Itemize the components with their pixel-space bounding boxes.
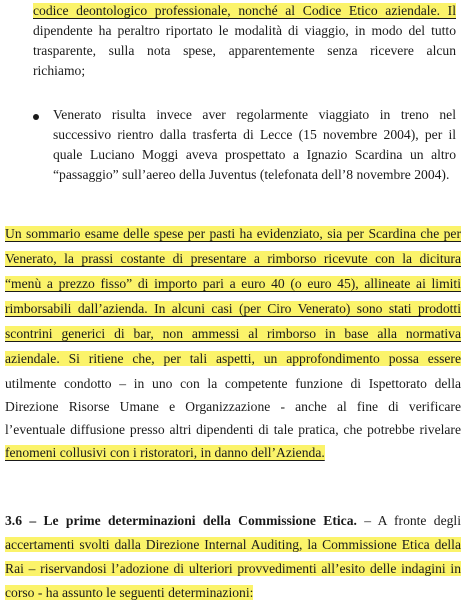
paragraph-2-line-6: aziendale. Si ritiene che, per tali aspetti, un approfondimento possa essere — [5, 351, 461, 366]
bullet-line-4: “passaggio” sull’aereo della Juventus (telefonata dell’8 novembre 2004). — [53, 167, 450, 182]
paragraph-1-line-2: dipendente ha peraltro riportato le modalità di viaggio, in modo del tutto — [33, 23, 456, 38]
section-heading: 3.6 – Le prime determinazioni della Commissione Etica. — [5, 513, 357, 528]
bullet-line-1: Venerato risulta invece aver regolarmente viaggiato in treno nel — [53, 107, 456, 122]
paragraph-2-line-1: Un sommario esame delle spese per pasti ha evidenziato, sia per Scardina che per — [5, 226, 461, 241]
section-3-6-line-3: Rai – riservandosi l’adozione di ulteriori provvedimenti all’esito delle indagini in — [5, 561, 461, 576]
paragraph-2-line-7: utilmente condotto – in uno con la competente funzione di Ispettorato della — [5, 376, 461, 391]
paragraph-1-line-4: richiamo; — [33, 63, 86, 78]
bullet-dot-icon — [33, 114, 39, 120]
paragraph-2-line-4: rimborsabili dall’azienda. In alcuni casi (per Ciro Venerato) sono stati prodotti — [5, 301, 461, 316]
paragraph-1-line-1: codice deontologico professionale, nonché al Codice Etico aziendale. Il — [33, 3, 456, 18]
paragraph-2-line-9: l’eventuale diffusione presso altri dipendenti di tale pratica, che potrebbe rivelare — [5, 422, 461, 437]
paragraph-2-line-8: Direzione Risorse Umane e Organizzazione - anche al fine di verificare — [5, 399, 461, 414]
bullet-line-2: successivo rientro dalla trasferta di Lecce (15 novembre 2004), per il — [53, 127, 456, 142]
section-3-6-line-2: accertamenti svolti dalla Direzione Internal Auditing, la Commissione Etica della — [5, 537, 461, 552]
section-3-6-line-4: corso - ha assunto le seguenti determinazioni: — [5, 585, 254, 600]
paragraph-2-line-3: “menù a prezzo fisso” di importo pari a euro 40 (o euro 45), allineate ai limiti — [5, 276, 461, 291]
paragraph-2-line-5: scontrini generici di bar, non ammessi al rimborso in base alla normativa — [5, 326, 461, 341]
paragraph-2-line-10: fenomeni collusivi con i ristoratori, in danno dell’Azienda. — [5, 445, 325, 460]
paragraph-1-line-3: trasparente, sulla nota spese, apparentemente senza ricevere alcun — [33, 43, 456, 58]
section-3-6-line-1: 3.6 – Le prime determinazioni della Commissione Etica. – A fronte degli — [5, 513, 461, 528]
paragraph-2-line-2: Venerato, la prassi costante di presentare a rimborso ricevute con la dicitura — [5, 251, 461, 266]
bullet-line-3: quale Luciano Moggi aveva prospettato a Ignazio Scardina un altro — [53, 147, 456, 162]
